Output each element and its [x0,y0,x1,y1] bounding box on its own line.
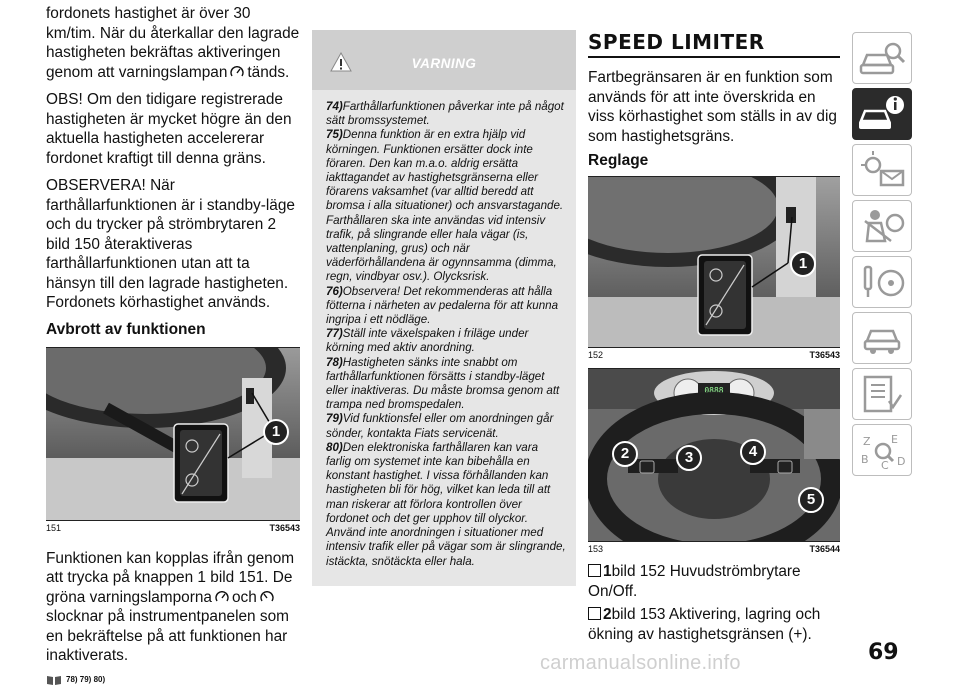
tab-airbag[interactable] [852,200,912,252]
warning-item: 78)Hastigheten sänks inte snabbt om farthållarfunktionen försätts i standby-läget eller inaktiveras. Du måste bromsa genom att trampa ned bromspedalen. [326,355,560,412]
figure-153 [588,368,840,542]
warning-list [312,90,576,569]
column-left [46,4,300,686]
warning-item: 76)Observera! Det rekommenderas att hålla fötterna i närheten av pedalerna för att kunna ingripa i ett nödläge. [326,284,559,327]
callout-4: 4 [740,439,766,465]
warning-item: 75)Denna funktion är en extra hjälp vid körningen. Funktionen ersätter dock inte föraren. Den kan m.a.o. aldrig ersätta iakttagandet av hastighetsgränserna eller förarens vaksamhet (var alltid beredd att bromsa i alla situationer) och ansvarstagande. Farthållaren ska inte användas vid intensiv trafik, på slingrande eller hala vägar (is, vattenplaning, grus) och när väderförhållandena är ogynnsamma (dimma, regn, vindbyar osv.). Olycksrisk. [326,128,564,284]
paragraph-disable: Funktionen kan kopplas ifrån genom att trycka på knappen 1 bild 151. De gröna varningslamporna ochslocknar på instrumentpanelen som en bekräftelse på att funktionen har inaktiverats. [46,549,295,664]
callout-3: 3 [676,445,702,471]
paragraph-observera: OBSERVERA! När farthållarfunktionen är i standby-läge och du trycker på strömbrytaren 2 bild 150 återaktiveras farthållarfunktionen utan att ta hänsyn till den lagrade hastigheten. Fordonets körhastighet används. [46,177,295,311]
car-info-icon [853,89,911,139]
figure-152-caption: 152 T36543 [588,350,840,360]
warning-item: 77)Ställ inte växelspaken i friläge under körning med aktiv anordning. [326,327,529,355]
subheading-reglage: Reglage [588,152,649,169]
callout-1: 1 [790,251,816,277]
tab-alphabet-index[interactable] [852,424,912,476]
speed-limiter-lamp-icon [260,591,274,603]
callout-1: 1 [263,419,289,445]
svg-text:E: E [891,433,898,446]
warning-item: 80)Den elektroniska farthållaren kan vara farlig om systemet inte kan bibehålla en konstant hastighet. I vissa förhållanden kan hastigheten bli för hög, vilket kan leda till att man riskerar att förlora kontrollen över fordonet och det ger upphov till olyckor. Använd inte anordningen i situationer med intensiv trafik eller på vägar som är slingrande, istäckta, snötäckta eller hala. [326,440,566,568]
airbag-icon [853,201,911,251]
warning-item: 74)Farthållarfunktionen påverkar inte på något sätt bromssystemet. [326,100,564,128]
tab-checklist[interactable] [852,368,912,420]
page-number: 69 [868,640,899,665]
figure-152 [588,176,840,348]
section-title: SPEED LIMITER [588,30,765,54]
svg-text:Z: Z [863,435,871,448]
car-service-icon [853,313,911,363]
column-right [588,30,840,648]
car-search-icon [853,33,911,83]
warning-lights-icon [853,145,911,195]
control-marker-icon [588,607,601,620]
steering-wheel-photo [46,348,300,520]
control-item-1: 1bild 152 Huvudströmbrytare On/Off. [588,563,801,600]
title-rule [588,56,840,58]
steering-key-icon [853,257,911,307]
tab-warning-lights[interactable] [852,144,912,196]
odometer-readout: 0888 [704,386,724,395]
figure-151 [46,347,300,521]
svg-text:B: B [861,453,869,466]
figure-151-caption: 151 T36543 [46,522,300,533]
control-item-2: 2bild 153 Aktivering, lagring och ökning av hastighetsgränsen (+). [588,606,821,643]
callout-2: 2 [612,441,638,467]
svg-text:C: C [881,459,889,472]
paragraph-activation-confirm: fordonets hastighet är över 30 km/tim. När du återkallar den lagrade hastigheten bekräftas aktiveringen genom att varningslampan tänds. [46,5,300,81]
svg-text:D: D [897,455,906,468]
tab-steering-key[interactable] [852,256,912,308]
cruise-lamp-icon [215,591,229,603]
figure-153-caption: 153 T36544 [588,544,840,554]
warning-title: VARNING [411,56,477,71]
tab-car-info[interactable] [852,88,912,140]
paragraph-intro: Fartbegränsaren är en funktion som används för att inte överskrida en viss körhastighet som ställs in av dig som hastighetsgräns. [588,69,837,145]
watermark: carmanualsonline.info [540,652,741,674]
cruise-lamp-icon [230,66,244,78]
subheading-avbrott: Avbrott av funktionen [46,320,206,338]
warning-header [312,30,576,90]
tab-car-service[interactable] [852,312,912,364]
warning-item: 79)Vid funktionsfel eller om anordningen går sönder, kontakta Fiats servicenät. [326,412,554,440]
warning-box [312,30,576,586]
alphabet-index-icon [853,425,911,475]
warning-references: 78) 79) 80) [46,674,300,686]
control-marker-icon [588,564,601,577]
tab-car-search[interactable] [852,32,912,84]
book-icon [46,674,62,686]
checklist-icon [853,369,911,419]
callout-5: 5 [798,487,824,513]
paragraph-obs: OBS! Om den tidigare registrerade hastigheten är mycket högre än den aktuella hastigheten accelererar fordonet kraftigt till denna gräns. [46,91,292,167]
